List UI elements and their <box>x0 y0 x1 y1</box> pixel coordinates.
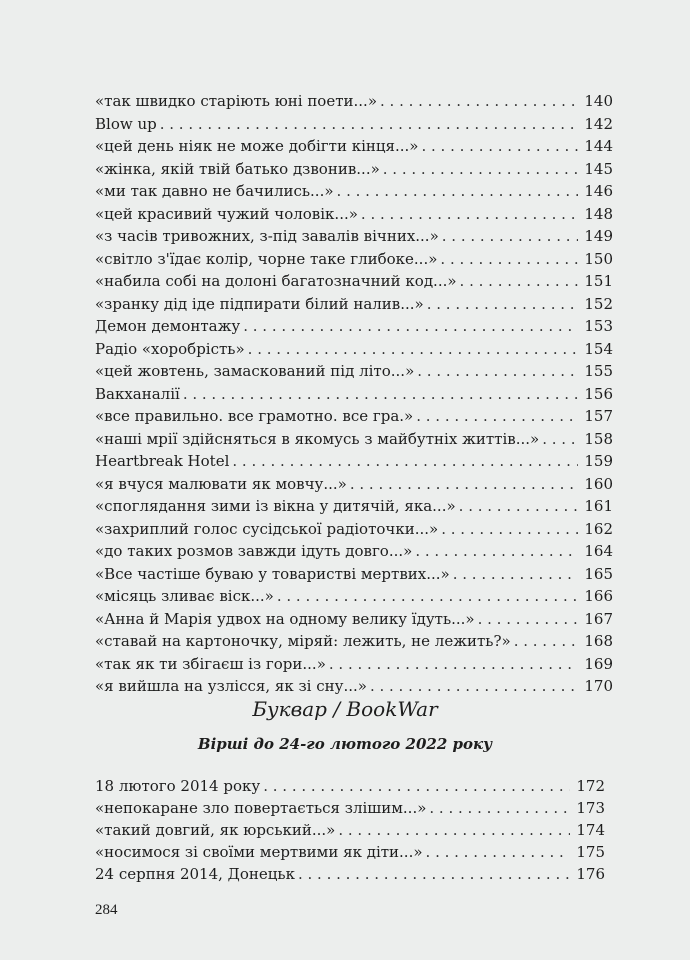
toc-entry <box>95 338 613 361</box>
toc-entry <box>95 630 613 653</box>
dot-leader <box>415 540 578 563</box>
entry-title: «Все частіше буваю у товаристві мертвих...» <box>95 564 450 583</box>
dot-leader <box>440 248 578 271</box>
toc-entry <box>95 158 613 181</box>
toc-entry <box>95 225 613 248</box>
dot-leader <box>243 315 578 338</box>
entry-title: Heartbreak Hotel <box>95 452 230 470</box>
dot-leader <box>514 630 579 653</box>
dot-leader <box>263 775 570 797</box>
toc-entry <box>95 450 613 473</box>
entry-title: «я вчуся малювати як мовчу...» <box>95 474 347 493</box>
entry-page: 161 <box>584 497 613 515</box>
dot-leader <box>442 225 579 248</box>
entry-page: 166 <box>584 587 613 605</box>
entry-page: 157 <box>584 407 613 425</box>
entry-page: 174 <box>576 821 605 839</box>
entry-title: «захриплий голос сусідської радіоточки...» <box>95 519 439 538</box>
toc-entry <box>95 675 613 698</box>
entry-page: 155 <box>584 362 613 380</box>
entry-title: «світло з'їдає колір, чорне таке глибоке...» <box>95 249 438 268</box>
entry-title: «цей красивий чужий чоловік...» <box>95 204 358 223</box>
entry-page: 168 <box>584 632 613 650</box>
entry-page: 149 <box>584 227 613 245</box>
toc-entry <box>95 608 613 631</box>
section-subtitle: Вірші до 24-го лютого 2022 року <box>197 735 493 753</box>
entry-title: Демон демонтажу <box>95 317 241 335</box>
toc-entry <box>95 775 605 797</box>
dot-leader <box>232 450 578 473</box>
entry-title: «цей жовтень, замаскований під літо...» <box>95 362 415 380</box>
dot-leader <box>417 360 578 383</box>
dot-leader <box>459 495 579 518</box>
entry-title: «Анна й Марія удвох на одному велику їдуть...» <box>95 609 475 628</box>
entry-title: «до таких розмов завжди ідуть довго...» <box>95 542 413 560</box>
entry-page: 150 <box>584 249 613 268</box>
dot-leader <box>429 797 570 819</box>
entry-title: «носимося зі своїми мертвими як діти...» <box>95 843 423 861</box>
dot-leader <box>183 383 579 406</box>
toc-entry <box>95 653 613 676</box>
toc-entry <box>95 585 613 608</box>
entry-page: 172 <box>576 777 605 795</box>
entry-title: «так швидко старіють юні поети...» <box>95 92 377 110</box>
toc-entry <box>95 293 613 316</box>
entry-page: 160 <box>584 474 613 493</box>
dot-leader <box>426 841 571 863</box>
toc-entry <box>95 405 613 428</box>
dot-leader <box>277 585 579 608</box>
dot-leader <box>453 563 579 586</box>
dot-leader <box>160 113 579 136</box>
dot-leader <box>350 473 579 496</box>
dot-leader <box>248 338 579 361</box>
entry-title: «набила собі на долоні багатозначний код...» <box>95 272 457 290</box>
entry-page: 140 <box>584 92 613 110</box>
entry-title: «зранку дід іде підпирати білий налив...» <box>95 294 424 313</box>
entry-title: «цей день ніяк не може добігти кінця...» <box>95 137 419 155</box>
toc-section-2 <box>95 775 605 885</box>
toc-entry <box>95 540 613 563</box>
entry-title: 24 серпня 2014, Донецьк <box>95 865 295 883</box>
dot-leader <box>337 180 579 203</box>
entry-title: «місяць зливає віск...» <box>95 587 274 605</box>
entry-title: «все правильно. все грамотно. все гра.» <box>95 407 414 425</box>
dot-leader <box>421 135 578 158</box>
entry-page: 142 <box>584 114 613 133</box>
dot-leader <box>460 270 579 293</box>
toc-entry <box>95 248 613 271</box>
entry-page: 173 <box>576 799 605 817</box>
entry-page: 144 <box>584 137 613 155</box>
toc-entry <box>95 135 613 158</box>
entry-title: «ставай на картоночку, міряй: лежить, не лежить?» <box>95 632 511 650</box>
entry-title: «я вийшла на узлісся, як зі сну...» <box>95 677 367 695</box>
entry-page: 170 <box>584 677 613 695</box>
entry-page: 152 <box>584 294 613 313</box>
dot-leader <box>338 819 570 841</box>
toc-entry <box>95 113 613 136</box>
toc-entry <box>95 203 613 226</box>
entry-title: «так як ти збігаєш із гори...» <box>95 654 326 673</box>
toc-entry <box>95 270 613 293</box>
entry-page: 153 <box>584 317 613 335</box>
entry-page: 145 <box>584 159 613 178</box>
dot-leader <box>361 203 578 226</box>
dot-leader <box>542 428 578 451</box>
dot-leader <box>329 653 578 676</box>
toc-entry <box>95 315 613 338</box>
dot-leader <box>416 405 578 428</box>
entry-page: 159 <box>584 452 613 470</box>
toc-entry <box>95 428 613 451</box>
dot-leader <box>427 293 579 316</box>
entry-page: 151 <box>584 272 613 290</box>
toc-entry <box>95 841 605 863</box>
entry-page: 175 <box>576 843 605 861</box>
entry-title: «ми так давно не бачились...» <box>95 182 334 200</box>
dot-leader <box>380 90 578 113</box>
toc-entry <box>95 863 605 885</box>
entry-page: 146 <box>584 182 613 200</box>
entry-title: «споглядання зими із вікна у дитячій, яка...» <box>95 497 456 515</box>
entry-page: 164 <box>584 542 613 560</box>
entry-page: 162 <box>584 519 613 538</box>
toc-entry <box>95 797 605 819</box>
toc-entry <box>95 383 613 406</box>
dot-leader <box>298 863 570 885</box>
entry-title: Blow up <box>95 114 157 133</box>
entry-page: 154 <box>584 339 613 358</box>
dot-leader <box>370 675 578 698</box>
entry-page: 156 <box>584 384 613 403</box>
toc-entry <box>95 563 613 586</box>
entry-page: 169 <box>584 654 613 673</box>
entry-title: «наші мрії здійсняться в якомусь з майбутніх життів...» <box>95 429 540 448</box>
entry-title: «жінка, якій твій батько дзвонив...» <box>95 159 380 178</box>
toc-entry <box>95 180 613 203</box>
toc-entry <box>95 518 613 541</box>
toc-entry <box>95 90 613 113</box>
toc-entry <box>95 473 613 496</box>
entry-page: 148 <box>584 204 613 223</box>
entry-title: Вакханалії <box>95 384 180 403</box>
entry-title: «непокаране зло повертається злішим...» <box>95 799 427 817</box>
entry-page: 165 <box>584 564 613 583</box>
entry-page: 158 <box>584 429 613 448</box>
toc-entry <box>95 360 613 383</box>
entry-title: «такий довгий, як юрський...» <box>95 821 336 839</box>
section-title: Буквар / BookWar <box>252 697 438 721</box>
entry-title: Радіо «хоробрість» <box>95 339 245 358</box>
dot-leader <box>441 518 578 541</box>
toc-entry <box>95 819 605 841</box>
dot-leader <box>383 158 579 181</box>
entry-page: 176 <box>576 865 605 883</box>
page-number: 284 <box>95 902 118 918</box>
entry-page: 167 <box>584 609 613 628</box>
entry-title: 18 лютого 2014 року <box>95 777 261 795</box>
entry-title: «з часів тривожних, з-під завалів вічних...» <box>95 227 439 245</box>
toc-entry <box>95 495 613 518</box>
dot-leader <box>478 608 579 631</box>
toc-section-1 <box>95 90 613 698</box>
